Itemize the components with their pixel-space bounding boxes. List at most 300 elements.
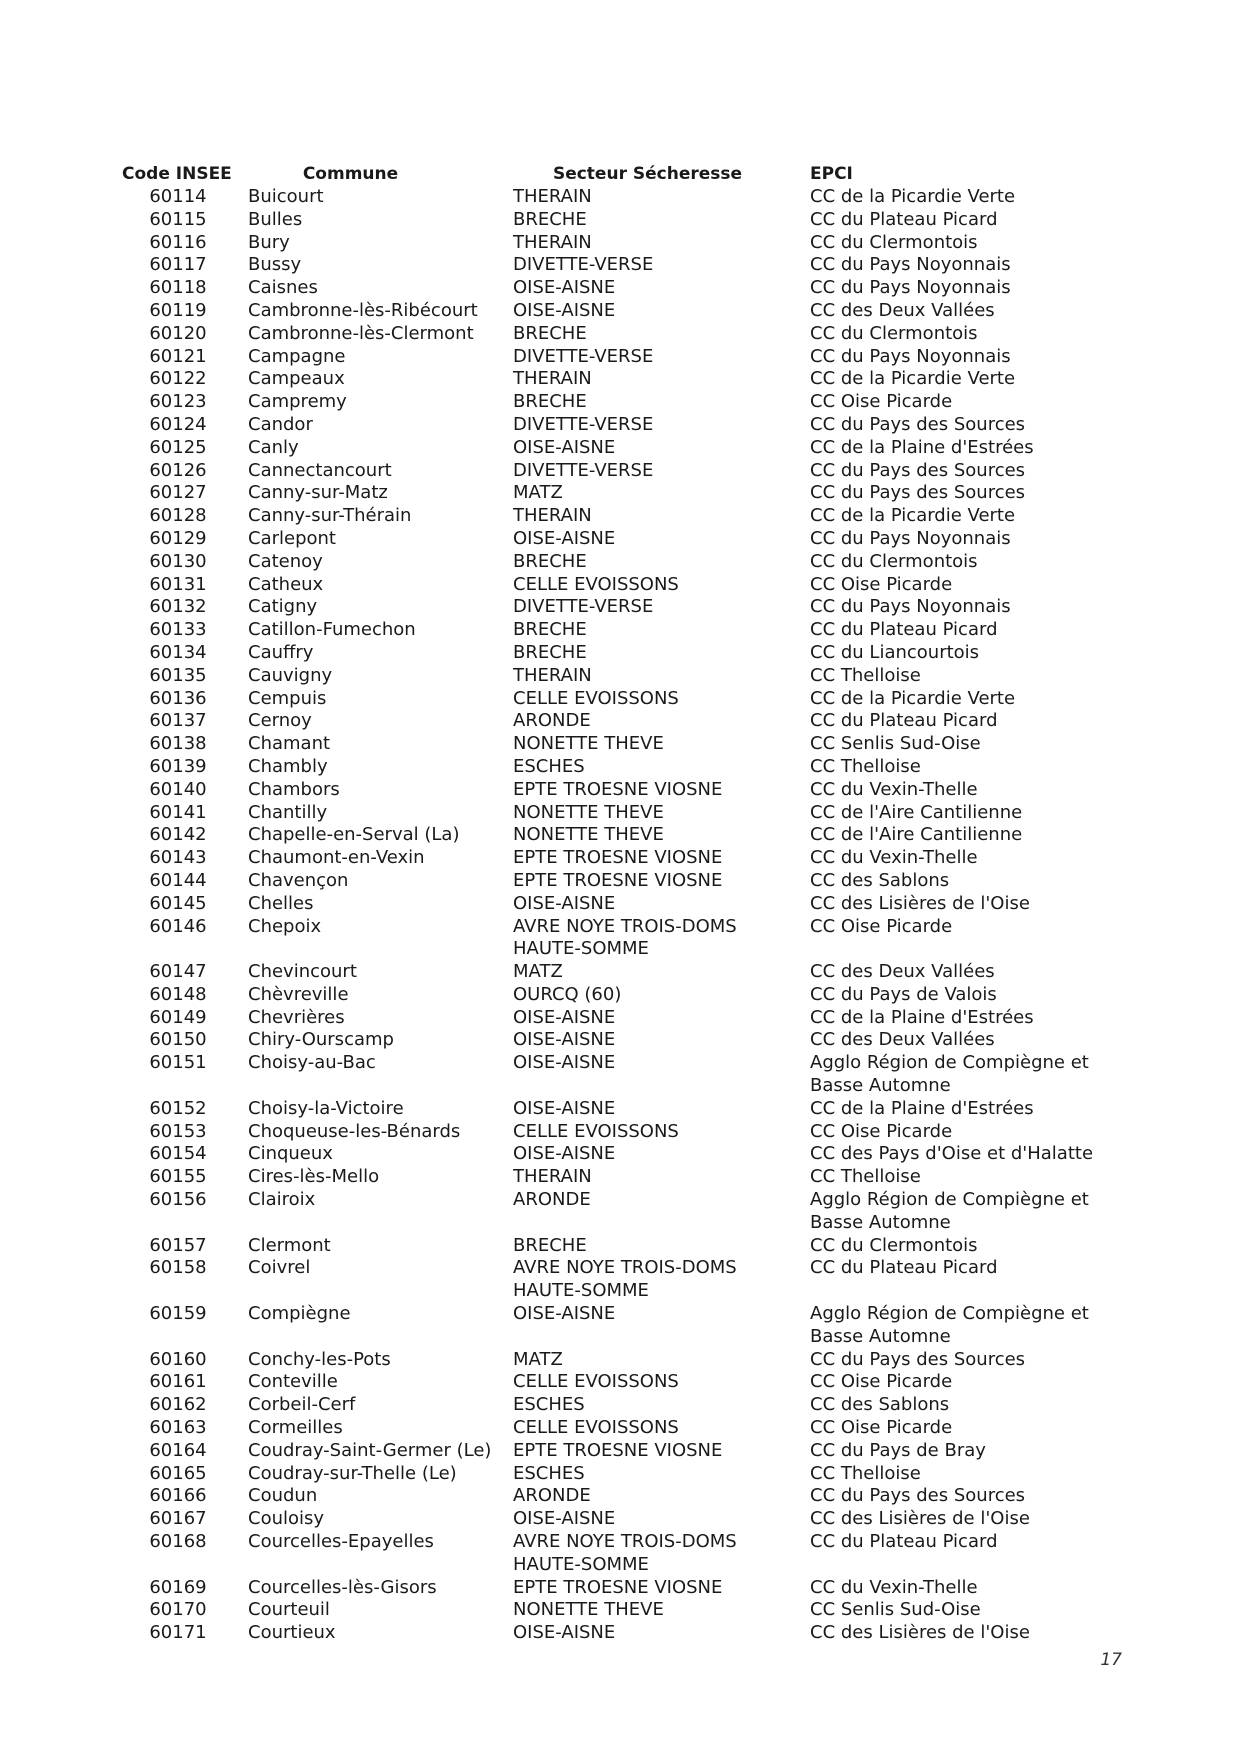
cell-secteur-secheresse-line: MATZ <box>513 1348 563 1370</box>
cell-commune: Cambronne-lès-Ribécourt <box>248 299 478 321</box>
table-row <box>118 574 1130 597</box>
cell-secteur-secheresse <box>513 665 810 688</box>
cell-secteur-secheresse-line: ESCHES <box>513 1394 585 1416</box>
cell-commune: Cires-lès-Mello <box>248 1166 380 1188</box>
cell-secteur-secheresse-line: THERAIN <box>513 231 592 253</box>
cell-code-insee: 60135 <box>149 664 207 686</box>
cell-secteur-secheresse-line: AVRE NOYE TROIS-DOMS <box>513 1257 737 1279</box>
cell-secteur-secheresse <box>513 254 810 277</box>
cell-epci <box>810 346 1130 369</box>
cell-epci-line: CC du Vexin-Thelle <box>810 1576 978 1598</box>
cell-epci-line: CC du Pays Noyonnais <box>810 254 1011 276</box>
cell-epci-line: CC du Plateau Picard <box>810 1257 998 1279</box>
cell-code-insee: 60170 <box>149 1599 207 1621</box>
cell-epci-line: CC du Plateau Picard <box>810 1531 998 1553</box>
cell-epci-line: CC Oise Picarde <box>810 391 953 413</box>
cell-code-insee: 60144 <box>149 869 207 891</box>
cell-epci-line: CC de la Picardie Verte <box>810 368 1016 390</box>
cell-code-insee: 60146 <box>149 915 207 937</box>
cell-secteur-secheresse <box>513 824 810 847</box>
cell-epci-line: CC du Clermontois <box>810 322 978 344</box>
table-row <box>118 1394 1130 1417</box>
cell-epci <box>810 460 1130 483</box>
cell-secteur-secheresse <box>513 482 810 505</box>
table-row <box>118 277 1130 300</box>
table-row <box>118 368 1130 391</box>
cell-secteur-secheresse <box>513 847 810 870</box>
cell-commune: Chevrières <box>248 1006 345 1028</box>
cell-secteur-secheresse-line: ESCHES <box>513 1462 585 1484</box>
table-row <box>118 1622 1130 1645</box>
cell-code-insee: 60163 <box>149 1417 207 1439</box>
cell-secteur-secheresse <box>513 414 810 437</box>
cell-epci <box>810 779 1130 802</box>
cell-code-insee: 60130 <box>149 550 207 572</box>
cell-secteur-secheresse <box>513 1303 810 1349</box>
cell-epci-line: CC Oise Picarde <box>810 915 953 937</box>
table-row <box>118 802 1130 825</box>
cell-epci-line: CC Oise Picarde <box>810 573 953 595</box>
cell-secteur-secheresse <box>513 688 810 711</box>
cell-secteur-secheresse-line: OISE-AISNE <box>513 299 616 321</box>
cell-epci <box>810 323 1130 346</box>
table-row <box>118 551 1130 574</box>
cell-epci-line: CC Thelloise <box>810 755 921 777</box>
cell-commune: Courtieux <box>248 1622 336 1644</box>
cell-secteur-secheresse-line: OISE-AISNE <box>513 1143 616 1165</box>
table-row <box>118 1371 1130 1394</box>
table-row <box>118 596 1130 619</box>
cell-code-insee: 60159 <box>149 1303 207 1325</box>
cell-secteur-secheresse-line: ESCHES <box>513 755 585 777</box>
cell-code-insee: 60120 <box>149 322 207 344</box>
cell-secteur-secheresse-line: EPTE TROESNE VIOSNE <box>513 1439 723 1461</box>
table-row <box>118 1463 1130 1486</box>
cell-secteur-secheresse <box>513 1577 810 1600</box>
header-secteur-secheresse: Secteur Sécheresse <box>552 164 743 184</box>
cell-epci-line: CC du Pays des Sources <box>810 413 1026 435</box>
cell-commune: Chèvreville <box>248 983 349 1005</box>
cell-secteur-secheresse-line: BRECHE <box>513 322 587 344</box>
cell-secteur-secheresse <box>513 1463 810 1486</box>
cell-epci-line: CC du Vexin-Thelle <box>810 778 978 800</box>
cell-commune: Candor <box>248 413 313 435</box>
cell-commune: Clairoix <box>248 1189 316 1211</box>
cell-epci <box>810 984 1130 1007</box>
cell-code-insee: 60126 <box>149 459 207 481</box>
table-row <box>118 300 1130 323</box>
cell-epci <box>810 1599 1130 1622</box>
cell-epci-line: CC Oise Picarde <box>810 1417 953 1439</box>
header-commune: Commune <box>302 164 399 184</box>
cell-commune: Chavençon <box>248 869 349 891</box>
cell-epci-line: Agglo Région de Compiègne et <box>810 1189 1089 1211</box>
cell-commune: Coivrel <box>248 1257 311 1279</box>
cell-secteur-secheresse <box>513 460 810 483</box>
table-row <box>118 1417 1130 1440</box>
cell-secteur-secheresse-line: HAUTE-SOMME <box>513 1280 649 1302</box>
cell-secteur-secheresse-line: OISE-AISNE <box>513 1097 616 1119</box>
cell-secteur-secheresse <box>513 710 810 733</box>
cell-code-insee: 60141 <box>149 801 207 823</box>
cell-secteur-secheresse <box>513 232 810 255</box>
cell-epci <box>810 368 1130 391</box>
cell-secteur-secheresse-line: EPTE TROESNE VIOSNE <box>513 869 723 891</box>
cell-epci-line: Agglo Région de Compiègne et <box>810 1303 1089 1325</box>
cell-secteur-secheresse-line: BRECHE <box>513 619 587 641</box>
cell-epci <box>810 1417 1130 1440</box>
cell-code-insee: 60157 <box>149 1234 207 1256</box>
cell-secteur-secheresse-line: OISE-AISNE <box>513 527 616 549</box>
table-header-row <box>118 162 1130 186</box>
table-row <box>118 756 1130 779</box>
cell-secteur-secheresse-line: MATZ <box>513 482 563 504</box>
cell-secteur-secheresse-line: EPTE TROESNE VIOSNE <box>513 778 723 800</box>
cell-commune: Choisy-au-Bac <box>248 1052 376 1074</box>
cell-secteur-secheresse-line: OISE-AISNE <box>513 1029 616 1051</box>
cell-code-insee: 60119 <box>149 299 207 321</box>
cell-commune: Courcelles-Epayelles <box>248 1531 434 1553</box>
table-row <box>118 1508 1130 1531</box>
cell-commune: Bulles <box>248 208 303 230</box>
cell-epci-line: CC de la Plaine d'Estrées <box>810 1097 1034 1119</box>
cell-secteur-secheresse-line: THERAIN <box>513 186 592 207</box>
cell-secteur-secheresse <box>513 1531 810 1577</box>
cell-epci <box>810 232 1130 255</box>
cell-epci <box>810 528 1130 551</box>
table-row <box>118 1349 1130 1372</box>
table-row <box>118 1599 1130 1622</box>
cell-secteur-secheresse-line: DIVETTE-VERSE <box>513 345 654 367</box>
cell-secteur-secheresse-line: OISE-AISNE <box>513 1052 616 1074</box>
cell-commune: Clermont <box>248 1234 331 1256</box>
cell-commune: Catheux <box>248 573 324 595</box>
cell-epci <box>810 277 1130 300</box>
cell-epci <box>810 916 1130 962</box>
cell-epci <box>810 1349 1130 1372</box>
cell-epci-line: CC du Plateau Picard <box>810 208 998 230</box>
cell-epci-line: CC Thelloise <box>810 1166 921 1188</box>
cell-commune: Campremy <box>248 391 347 413</box>
table-row <box>118 1121 1130 1144</box>
cell-code-insee: 60131 <box>149 573 207 595</box>
cell-code-insee: 60171 <box>149 1622 207 1644</box>
cell-epci-line: CC Oise Picarde <box>810 1371 953 1393</box>
cell-secteur-secheresse-line: BRECHE <box>513 391 587 413</box>
cell-secteur-secheresse-line: AVRE NOYE TROIS-DOMS <box>513 1531 737 1553</box>
cell-secteur-secheresse <box>513 733 810 756</box>
cell-code-insee: 60162 <box>149 1394 207 1416</box>
table-row <box>118 733 1130 756</box>
cell-commune: Coudun <box>248 1485 318 1507</box>
cell-epci-line: CC des Sablons <box>810 1394 950 1416</box>
cell-epci <box>810 1098 1130 1121</box>
cell-secteur-secheresse <box>513 1098 810 1121</box>
cell-code-insee: 60128 <box>149 505 207 527</box>
cell-secteur-secheresse <box>513 1166 810 1189</box>
cell-secteur-secheresse-line: DIVETTE-VERSE <box>513 413 654 435</box>
cell-secteur-secheresse-line: ARONDE <box>513 710 591 732</box>
cell-epci <box>810 870 1130 893</box>
cell-secteur-secheresse-line: NONETTE THEVE <box>513 801 664 823</box>
header-code-insee: Code INSEE <box>122 164 232 184</box>
cell-secteur-secheresse-line: EPTE TROESNE VIOSNE <box>513 1576 723 1598</box>
cell-commune: Catenoy <box>248 550 323 572</box>
cell-secteur-secheresse <box>513 893 810 916</box>
cell-secteur-secheresse-line: DIVETTE-VERSE <box>513 459 654 481</box>
cell-epci-line: CC Thelloise <box>810 1462 921 1484</box>
cell-epci-line: CC de l'Aire Cantilienne <box>810 801 1023 823</box>
cell-epci-line: CC de la Picardie Verte <box>810 186 1016 207</box>
cell-code-insee: 60116 <box>149 231 207 253</box>
cell-epci <box>810 756 1130 779</box>
cell-epci <box>810 300 1130 323</box>
cell-epci <box>810 1007 1130 1030</box>
cell-epci-line: CC du Clermontois <box>810 1234 978 1256</box>
cell-epci <box>810 710 1130 733</box>
cell-epci <box>810 551 1130 574</box>
table-row <box>118 346 1130 369</box>
cell-code-insee: 60123 <box>149 391 207 413</box>
cell-commune: Courteuil <box>248 1599 330 1621</box>
cell-commune: Chantilly <box>248 801 328 823</box>
table-row <box>118 1577 1130 1600</box>
table-row <box>118 824 1130 847</box>
cell-secteur-secheresse-line: HAUTE-SOMME <box>513 938 649 960</box>
cell-commune: Chamant <box>248 733 331 755</box>
cell-secteur-secheresse-line: DIVETTE-VERSE <box>513 596 654 618</box>
cell-epci <box>810 802 1130 825</box>
cell-secteur-secheresse-line: MATZ <box>513 961 563 983</box>
cell-epci <box>810 574 1130 597</box>
cell-epci <box>810 254 1130 277</box>
cell-epci-line: CC des Lisières de l'Oise <box>810 1622 1030 1644</box>
cell-epci-line: Basse Automne <box>810 1211 951 1233</box>
cell-commune: Campeaux <box>248 368 345 390</box>
cell-epci <box>810 619 1130 642</box>
cell-epci <box>810 1485 1130 1508</box>
cell-commune: Coudray-Saint-Germer (Le) <box>248 1439 492 1461</box>
cell-epci <box>810 1189 1130 1235</box>
cell-epci-line: CC du Vexin-Thelle <box>810 847 978 869</box>
cell-epci-line: CC du Plateau Picard <box>810 619 998 641</box>
cell-epci <box>810 1508 1130 1531</box>
cell-secteur-secheresse-line: EPTE TROESNE VIOSNE <box>513 847 723 869</box>
cell-secteur-secheresse-line: ARONDE <box>513 1189 591 1211</box>
cell-commune: Chambly <box>248 755 328 777</box>
cell-epci-line: CC Oise Picarde <box>810 1120 953 1142</box>
cell-epci <box>810 642 1130 665</box>
cell-secteur-secheresse <box>513 1052 810 1098</box>
table-row <box>118 961 1130 984</box>
cell-secteur-secheresse <box>513 870 810 893</box>
cell-epci-line: CC de la Picardie Verte <box>810 505 1016 527</box>
cell-code-insee: 60139 <box>149 755 207 777</box>
cell-epci <box>810 391 1130 414</box>
cell-secteur-secheresse-line: BRECHE <box>513 641 587 663</box>
cell-secteur-secheresse-line: BRECHE <box>513 550 587 572</box>
cell-code-insee: 60160 <box>149 1348 207 1370</box>
cell-commune: Bury <box>248 231 290 253</box>
cell-code-insee: 60114 <box>149 186 207 207</box>
table-row <box>118 1029 1130 1052</box>
cell-epci <box>810 1143 1130 1166</box>
cell-epci-line: CC des Lisières de l'Oise <box>810 1508 1030 1530</box>
cell-secteur-secheresse <box>513 437 810 460</box>
cell-secteur-secheresse <box>513 1121 810 1144</box>
cell-epci-line: Basse Automne <box>810 1075 951 1097</box>
cell-epci-line: CC du Plateau Picard <box>810 710 998 732</box>
cell-secteur-secheresse <box>513 1189 810 1235</box>
table-row <box>118 1189 1130 1235</box>
cell-epci <box>810 1463 1130 1486</box>
cell-secteur-secheresse <box>513 1599 810 1622</box>
cell-epci <box>810 893 1130 916</box>
header-epci: EPCI <box>810 164 853 184</box>
cell-secteur-secheresse-line: OISE-AISNE <box>513 1303 616 1325</box>
table-row <box>118 1052 1130 1098</box>
cell-secteur-secheresse <box>513 1394 810 1417</box>
table-row <box>118 505 1130 528</box>
cell-code-insee: 60150 <box>149 1029 207 1051</box>
cell-epci-line: CC Thelloise <box>810 664 921 686</box>
cell-epci <box>810 1257 1130 1303</box>
cell-epci-line: CC du Pays Noyonnais <box>810 596 1011 618</box>
cell-code-insee: 60164 <box>149 1439 207 1461</box>
cell-secteur-secheresse-line: CELLE EVOISSONS <box>513 1371 679 1393</box>
commune-table <box>118 162 1130 1645</box>
cell-secteur-secheresse-line: OISE-AISNE <box>513 277 616 299</box>
cell-secteur-secheresse <box>513 186 810 209</box>
cell-code-insee: 60148 <box>149 983 207 1005</box>
cell-secteur-secheresse <box>513 1007 810 1030</box>
table-body <box>118 186 1130 1645</box>
cell-secteur-secheresse <box>513 209 810 232</box>
cell-code-insee: 60167 <box>149 1508 207 1530</box>
cell-secteur-secheresse-line: HAUTE-SOMME <box>513 1553 649 1575</box>
cell-commune: Bussy <box>248 254 302 276</box>
cell-secteur-secheresse <box>513 346 810 369</box>
cell-epci <box>810 733 1130 756</box>
table-row <box>118 847 1130 870</box>
cell-commune: Conteville <box>248 1371 338 1393</box>
cell-commune: Campagne <box>248 345 346 367</box>
cell-commune: Cambronne-lès-Clermont <box>248 322 474 344</box>
cell-commune: Carlepont <box>248 527 336 549</box>
cell-code-insee: 60115 <box>149 208 207 230</box>
cell-epci-line: CC de la Plaine d'Estrées <box>810 436 1034 458</box>
cell-epci <box>810 847 1130 870</box>
cell-secteur-secheresse <box>513 756 810 779</box>
cell-commune: Coudray-sur-Thelle (Le) <box>248 1462 457 1484</box>
table-row <box>118 665 1130 688</box>
cell-code-insee: 60122 <box>149 368 207 390</box>
cell-commune: Chelles <box>248 892 314 914</box>
cell-epci-line: CC de la Picardie Verte <box>810 687 1016 709</box>
cell-epci <box>810 1622 1130 1645</box>
cell-epci <box>810 1394 1130 1417</box>
cell-code-insee: 60136 <box>149 687 207 709</box>
cell-epci <box>810 596 1130 619</box>
cell-epci <box>810 209 1130 232</box>
cell-secteur-secheresse-line: OISE-AISNE <box>513 892 616 914</box>
cell-secteur-secheresse <box>513 1257 810 1303</box>
cell-epci <box>810 186 1130 209</box>
cell-code-insee: 60145 <box>149 892 207 914</box>
cell-epci-line: CC des Deux Vallées <box>810 961 995 983</box>
cell-commune: Corbeil-Cerf <box>248 1394 356 1416</box>
cell-secteur-secheresse <box>513 1508 810 1531</box>
cell-secteur-secheresse-line: BRECHE <box>513 208 587 230</box>
cell-epci-line: CC du Pays de Bray <box>810 1439 986 1461</box>
table-row <box>118 528 1130 551</box>
cell-epci <box>810 1121 1130 1144</box>
table-row <box>118 1007 1130 1030</box>
cell-secteur-secheresse-line: AVRE NOYE TROIS-DOMS <box>513 915 737 937</box>
table-row <box>118 1303 1130 1349</box>
cell-commune: Cauvigny <box>248 664 333 686</box>
cell-secteur-secheresse-line: OURCQ (60) <box>513 983 622 1005</box>
cell-secteur-secheresse <box>513 1417 810 1440</box>
cell-commune: Choqueuse-les-Bénards <box>248 1120 461 1142</box>
table-row <box>118 232 1130 255</box>
cell-commune: Buicourt <box>248 186 324 207</box>
cell-code-insee: 60168 <box>149 1531 207 1553</box>
table-row <box>118 1235 1130 1258</box>
table-row <box>118 391 1130 414</box>
cell-code-insee: 60166 <box>149 1485 207 1507</box>
table-row <box>118 642 1130 665</box>
cell-secteur-secheresse <box>513 1349 810 1372</box>
cell-commune: Chevincourt <box>248 961 357 983</box>
table-row <box>118 437 1130 460</box>
cell-commune: Chaumont-en-Vexin <box>248 847 425 869</box>
cell-secteur-secheresse <box>513 961 810 984</box>
cell-epci <box>810 1235 1130 1258</box>
cell-commune: Canny-sur-Thérain <box>248 505 412 527</box>
cell-epci <box>810 665 1130 688</box>
cell-epci <box>810 505 1130 528</box>
cell-code-insee: 60133 <box>149 619 207 641</box>
cell-code-insee: 60124 <box>149 413 207 435</box>
cell-code-insee: 60125 <box>149 436 207 458</box>
cell-secteur-secheresse <box>513 505 810 528</box>
cell-secteur-secheresse-line: THERAIN <box>513 505 592 527</box>
table-row <box>118 870 1130 893</box>
cell-secteur-secheresse <box>513 300 810 323</box>
cell-epci-line: CC du Pays des Sources <box>810 459 1026 481</box>
table-row <box>118 1166 1130 1189</box>
cell-code-insee: 60147 <box>149 961 207 983</box>
cell-secteur-secheresse <box>513 1029 810 1052</box>
cell-code-insee: 60149 <box>149 1006 207 1028</box>
table-row <box>118 482 1130 505</box>
table-row <box>118 414 1130 437</box>
cell-epci-line: CC du Liancourtois <box>810 641 980 663</box>
cell-secteur-secheresse <box>513 277 810 300</box>
cell-commune: Choisy-la-Victoire <box>248 1097 404 1119</box>
table-row <box>118 1098 1130 1121</box>
cell-commune: Caisnes <box>248 277 318 299</box>
table-row <box>118 688 1130 711</box>
cell-epci-line: CC de l'Aire Cantilienne <box>810 824 1023 846</box>
cell-secteur-secheresse-line: OISE-AISNE <box>513 1508 616 1530</box>
cell-secteur-secheresse <box>513 1235 810 1258</box>
cell-code-insee: 60137 <box>149 710 207 732</box>
cell-commune: Couloisy <box>248 1508 325 1530</box>
cell-epci-line: CC des Deux Vallées <box>810 1029 995 1051</box>
cell-secteur-secheresse <box>513 596 810 619</box>
